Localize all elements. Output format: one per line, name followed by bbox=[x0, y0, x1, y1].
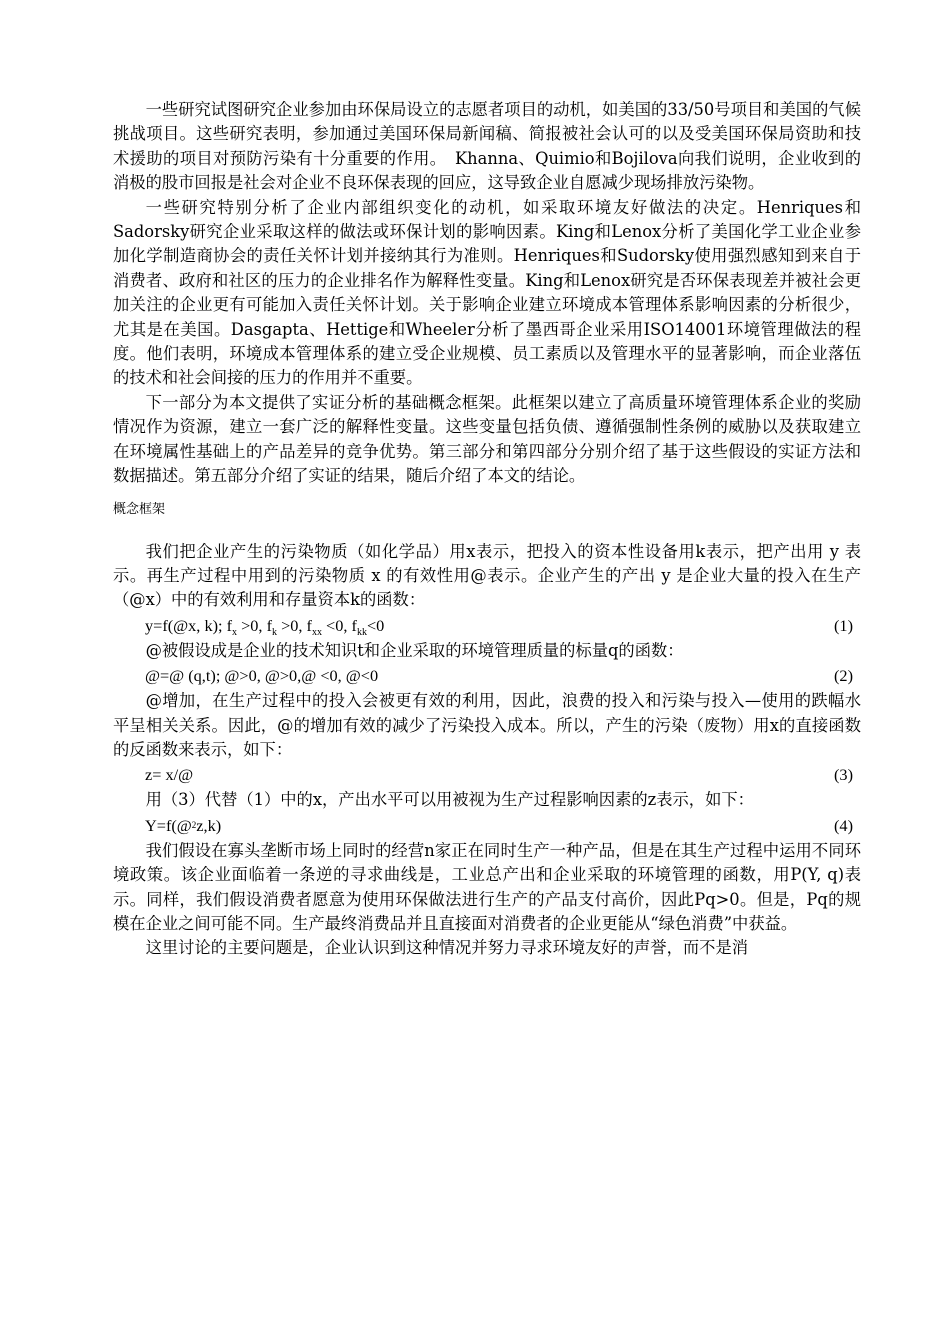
paragraph-eq3-after: 用（3）代替（1）中的x，产出水平可以用被视为生产过程影响因素的z表示，如下： bbox=[145, 790, 754, 810]
equation-4 bbox=[113, 813, 861, 839]
equation-1-number: (1) bbox=[834, 615, 853, 635]
equation-3-number: (3) bbox=[834, 765, 853, 785]
paragraph-intro-3: 下一部分为本文提供了实证分析的基础概念框架。此框架以建立了高质量环境管理体系企业的奖励情况作为资源，建立一套广泛的解释性变量。这些变量包括负债、遵循强制性条例的威胁以及获取建立在环境属性基础上的产品差异的竞争优势。第三部分和第四部分分别介绍了基于这些假设的实证方法和数据描述。第五部分介绍了实证的结果，随后介绍了本文的结论。 bbox=[113, 392, 861, 486]
paragraph-intro-2: 一些研究特别分析了企业内部组织变化的动机，如采取环境友好做法的决定。Henriques和Sadorsky研究企业采取这样的做法或环保计划的影响因素。King和Lenox分析了美国化学工业企业参加化学制造商协会的责任关怀计划并接纳其行为准则。Henriques和Sudorsky使用强烈感知到来自于消费者、政府和社区的压力的企业排名作为解释性变量。King和Lenox研究是否环保表现差并被社会更加关注的企业更有可能加入责任关怀计划。关于影响企业建立环境成本管理体系影响因素的分析很少，尤其是在美国。Dasgapta、Hettige和Wheeler分析了墨西哥企业采用ISO14001环境管理做法的程度。他们表明，环境成本管理体系的建立受企业规模、员工素质以及管理水平的显著影响，而企业落伍的技术和社会间接的压力的作用并不重要。 bbox=[113, 197, 861, 388]
equation-1 bbox=[113, 613, 861, 639]
paragraph-framework-3: 我们假设在寡头垄断市场上同时的经营n家正在同时生产一种产品，但是在其生产过程中运用不同环境政策。该企业面临着一条逆的寻求曲线是，工业总产出和企业采取的环境管理的函数，用P(Y, q)表示。同样，我们假设消费者愿意为使用环保做法进行生产的产品支付高价，因此Pq>0。但是，Pq的规模在企业之间可能不同。生产最终消费品并且直接面对消费者的企业更能从“绿色消费”中获益。 bbox=[113, 840, 861, 933]
equation-2-text: @=@ (q,t); @>0, @>0,@ <0, @<0 bbox=[145, 666, 379, 686]
equation-4-number: (4) bbox=[834, 815, 853, 835]
equation-3 bbox=[113, 762, 861, 788]
paragraph-eq1-after: @被假设成是企业的技术知识t和企业采取的环境管理质量的标量q的函数： bbox=[145, 640, 684, 660]
document-page bbox=[113, 98, 861, 961]
equation-2 bbox=[113, 663, 861, 689]
paragraph-framework-2: @增加，在生产过程中的投入会被更有效的利用，因此，浪费的投入和污染与投入—使用的跌幅水平呈相关关系。因此，@的增加有效的减少了污染投入成本。所以，产生的污染（废物）用x的直接函数的反函数来表示，如下： bbox=[113, 691, 861, 759]
equation-2-number: (2) bbox=[834, 666, 853, 686]
equation-1-text: y=f(@x, k); $f_x >0$, $f_k >0$, $f_{xx} <0$, $f_{kk}<0$ bbox=[145, 615, 385, 638]
equation-4-text: Y=f(@$^2$z,k) bbox=[145, 815, 222, 835]
paragraph-framework-4: 这里讨论的主要问题是，企业认识到这种情况并努力寻求环境友好的声誉，而不是消 bbox=[145, 938, 749, 958]
equation-3-text: z= x/@ bbox=[145, 765, 194, 785]
section-heading: 概念框架 bbox=[113, 501, 166, 517]
paragraph-framework-1: 我们把企业产生的污染物质（如化学品）用x表示，把投入的资本性设备用k表示，把产出用 y 表示。再生产过程中用到的污染物质 x 的有效性用@表示。企业产生的产出 y 是企业大量的投入在生产（@x）中的有效利用和存量资本k的函数： bbox=[113, 541, 861, 610]
paragraph-intro-1: 一些研究试图研究企业参加由环保局设立的志愿者项目的动机，如美国的33/50号项目和美国的气候挑战项目。这些研究表明，参加通过美国环保局新闻稿、简报被社会认可的以及受美国环保局资助和技术援助的项目对预防污染有十分重要的作用。 Khanna、Quimio和Bojilova向我们说明，企业收到的消极的股市回报是社会对企业不良环保表现的回应，这导致企业自愿减少现场排放污染物。 bbox=[113, 100, 861, 193]
